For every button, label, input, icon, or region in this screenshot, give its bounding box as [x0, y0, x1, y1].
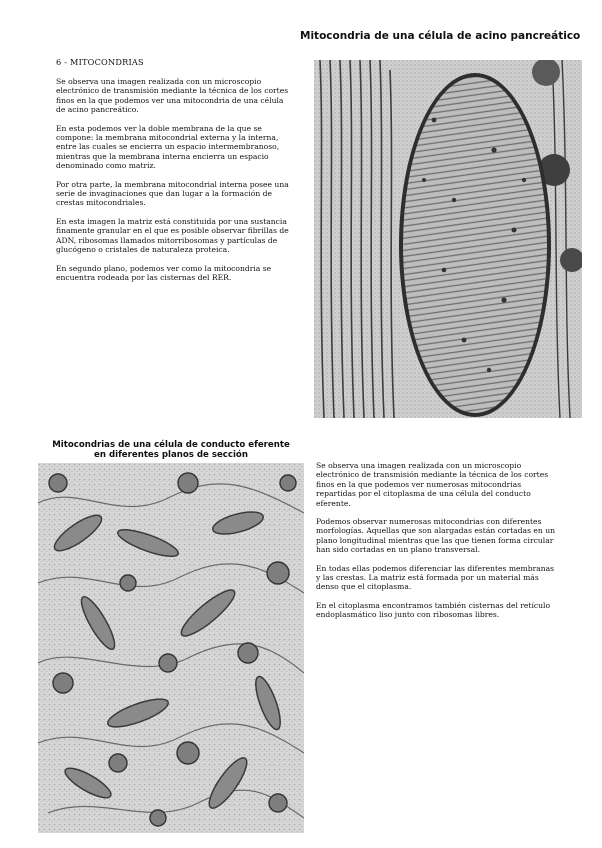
paragraph: Podemos observar numerosas mitocondrias con diferentes morfologías. Aquellas que son alargadas están cortadas en un plano longitudinal mientras que las que tienen forma circular han sido cortadas en un plano transversal. [316, 517, 555, 555]
micrograph-pancreatic-mitochondrion [314, 60, 582, 418]
left-column-text [56, 77, 294, 291]
paragraph: En el citoplasma encontramos también cisternas del retículo endoplasmático liso junto con ribosomas libres. [316, 600, 551, 620]
figure-title-line: Mitocondrias de una célula de conducto eferente [52, 440, 290, 450]
paragraph: En todas ellas podemos diferenciar las diferentes membranas y las crestas. La matriz está formada por un material más denso que el citoplasma. [316, 563, 555, 592]
micrograph-efferent-duct-mitochondria [38, 463, 304, 833]
paragraph: En esta imagen la matriz está constituida por una sustancia finamente granular en el que es posible observar fibrillas de ADN, ribosomas llamados mitorribosomas y partículas de glucógeno o cristales de naturaleza proteica. [56, 216, 289, 255]
figure-title-line: en diferentes planos de sección [94, 450, 248, 460]
paragraph: En esta podemos ver la doble membrana de la que se compone: la membrana mitocondrial externa y la interna, entre las cuales se encierra un espacio intermembranoso, mientras que la membrana interna encierra un espacio denominado como matriz. [56, 123, 280, 171]
paragraph: En segundo plano, podemos ver como la mitocondria se encuentra rodeada por las cisternas del RER. [56, 263, 272, 282]
section-heading: 6 - MITOCONDRIAS [56, 57, 144, 67]
right-column-text [316, 461, 556, 629]
paragraph: Se observa una imagen realizada con un microscopio electrónico de transmisión mediante la técnica de los cortes finos en la que podemos ver una mitocondria de una célula de acino pancreático. [56, 77, 289, 115]
paragraph: Se observa una imagen realizada con un microscopio electrónico de transmisión mediante la técnica de los cortes finos en la que podemos ver numerosas mitocondrias repartidas por el citoplasma de una célula del conducto eferente. [316, 461, 549, 508]
figure-title-efferent-duct [40, 440, 302, 460]
paragraph: Por otra parte, la membrana mitocondrial interna posee una serie de invaginaciones que dan lugar a la formación de crestas mitocondriales. [56, 179, 289, 208]
figure-title-pancreatic-mitochondrion: Mitocondria de una célula de acino pancreático [300, 30, 581, 42]
